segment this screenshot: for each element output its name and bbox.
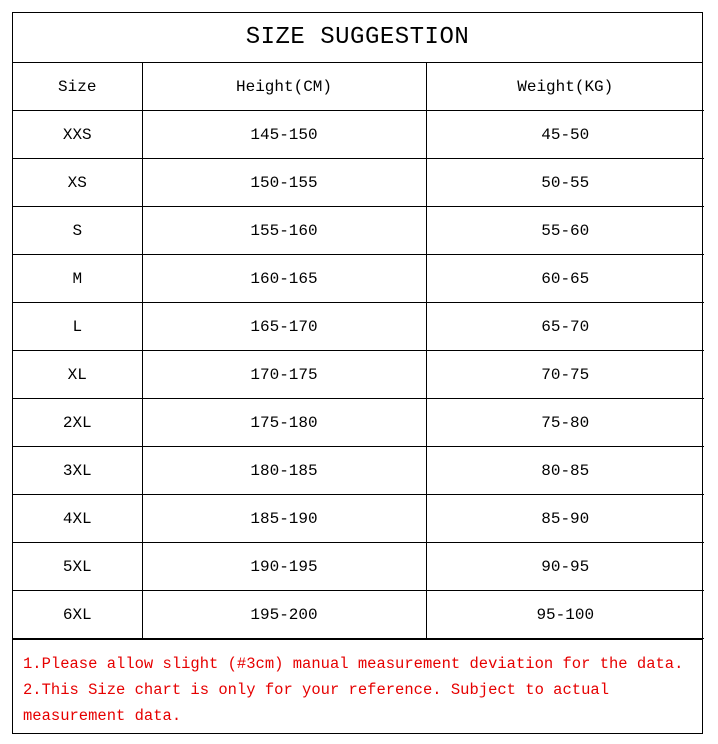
- table-row: [13, 303, 704, 351]
- height-cell: 180-185: [142, 447, 426, 495]
- table-row: [13, 495, 704, 543]
- note-1: 1.Please allow slight (#3cm) manual measurement deviation for the data.: [23, 655, 684, 673]
- table-row: [13, 111, 704, 159]
- height-cell: 160-165: [142, 255, 426, 303]
- weight-cell: 90-95: [426, 543, 704, 591]
- height-cell: 175-180: [142, 399, 426, 447]
- header-weight: Weight(KG): [426, 63, 704, 111]
- table-row: [13, 351, 704, 399]
- height-cell: 145-150: [142, 111, 426, 159]
- height-cell: 185-190: [142, 495, 426, 543]
- weight-cell: 50-55: [426, 159, 704, 207]
- size-cell: XL: [13, 351, 142, 399]
- table-row: [13, 399, 704, 447]
- weight-cell: 45-50: [426, 111, 704, 159]
- size-cell: M: [13, 255, 142, 303]
- header-size: Size: [13, 63, 142, 111]
- size-cell: 6XL: [13, 591, 142, 639]
- height-cell: 190-195: [142, 543, 426, 591]
- weight-cell: 65-70: [426, 303, 704, 351]
- size-cell: 2XL: [13, 399, 142, 447]
- header-height: Height(CM): [142, 63, 426, 111]
- size-cell: XS: [13, 159, 142, 207]
- table-row: [13, 591, 704, 639]
- height-cell: 165-170: [142, 303, 426, 351]
- size-cell: 4XL: [13, 495, 142, 543]
- height-cell: 150-155: [142, 159, 426, 207]
- table-row: [13, 255, 704, 303]
- table-row: [13, 447, 704, 495]
- weight-cell: 80-85: [426, 447, 704, 495]
- size-chart: [12, 12, 703, 734]
- table-row: [13, 543, 704, 591]
- notes: [13, 639, 702, 729]
- size-cell: S: [13, 207, 142, 255]
- size-table: [13, 63, 704, 639]
- size-cell: L: [13, 303, 142, 351]
- height-cell: 155-160: [142, 207, 426, 255]
- weight-cell: 95-100: [426, 591, 704, 639]
- weight-cell: 75-80: [426, 399, 704, 447]
- size-cell: 3XL: [13, 447, 142, 495]
- table-row: [13, 159, 704, 207]
- height-cell: 170-175: [142, 351, 426, 399]
- size-cell: 5XL: [13, 543, 142, 591]
- weight-cell: 60-65: [426, 255, 704, 303]
- weight-cell: 55-60: [426, 207, 704, 255]
- chart-title: SIZE SUGGESTION: [13, 13, 702, 63]
- weight-cell: 70-75: [426, 351, 704, 399]
- height-cell: 195-200: [142, 591, 426, 639]
- size-cell: XXS: [13, 111, 142, 159]
- weight-cell: 85-90: [426, 495, 704, 543]
- note-2: 2.This Size chart is only for your reference. Subject to actual measurement data.: [23, 681, 609, 725]
- header-row: [13, 63, 704, 111]
- table-row: [13, 207, 704, 255]
- table-body: [13, 111, 704, 639]
